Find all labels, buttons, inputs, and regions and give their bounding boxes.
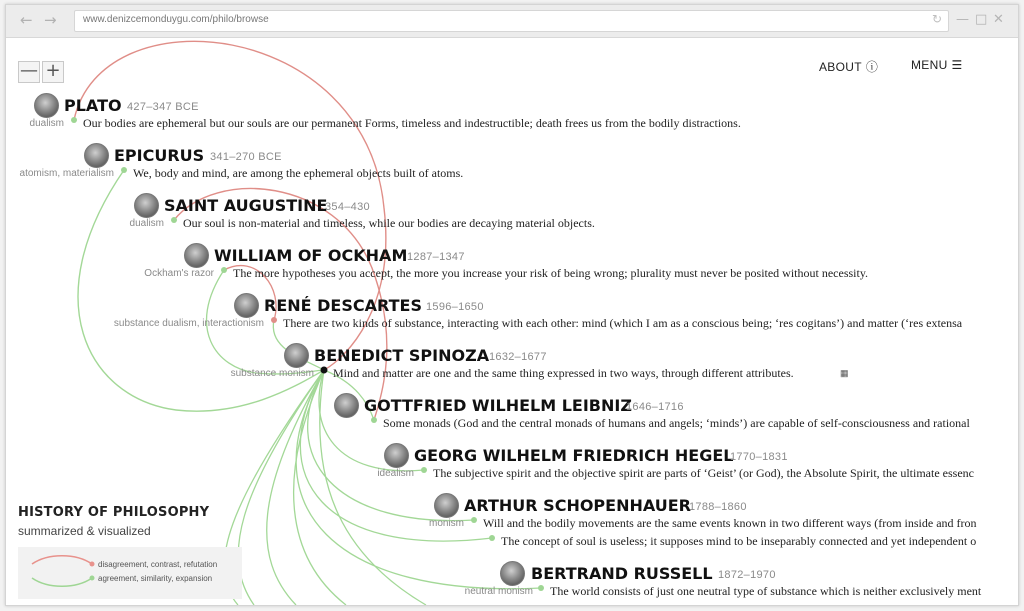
philosopher-name[interactable]: BERTRAND RUSSELL — [531, 564, 713, 583]
philosopher-name[interactable]: SAINT AUGUSTINE — [164, 196, 328, 215]
node-dot[interactable] — [538, 585, 544, 591]
portrait-avatar — [184, 243, 209, 268]
idea-quote[interactable]: Will and the bodily movements are the same events known in two different ways (from inside and fron — [483, 516, 977, 530]
zoom-in-button[interactable]: + — [42, 61, 64, 83]
menu-button[interactable] — [911, 58, 963, 72]
philosopher-dates: 1596–1650 — [426, 301, 484, 313]
portrait-avatar — [34, 93, 59, 118]
legend-arc-disagree — [32, 556, 92, 564]
philosopher-dates: 1646–1716 — [626, 401, 684, 413]
idea-label: dualism — [29, 118, 64, 129]
idea-label: substance dualism, interactionism — [113, 318, 264, 329]
portrait-avatar — [434, 493, 459, 518]
browser-window — [5, 4, 1019, 606]
idea-label: dualism — [129, 218, 164, 229]
node-dot[interactable] — [471, 517, 477, 523]
portrait-avatar — [134, 193, 159, 218]
menu-label: MENU — [911, 58, 948, 72]
url-text[interactable]: www.denizcemonduygu.com/philo/browse — [83, 14, 269, 25]
philosopher-name[interactable]: EPICURUS — [114, 146, 205, 165]
legend-label-agree: agreement, similarity, expansion — [98, 574, 213, 583]
minimize-icon[interactable]: — — [956, 12, 969, 27]
philosopher-dates: 1632–1677 — [489, 351, 547, 363]
legend-dot-agree — [90, 576, 95, 581]
idea-quote[interactable]: The world consists of just one neutral type of substance which is neither exclusively ment — [550, 584, 982, 598]
zoom-out-button[interactable]: — — [20, 60, 38, 81]
arc-agree-spinoza-below-2 — [267, 370, 324, 605]
page-content — [6, 38, 1018, 605]
legend-swatches — [18, 547, 242, 599]
close-icon[interactable]: ✕ — [993, 12, 1004, 27]
node-dot[interactable] — [171, 217, 177, 223]
node-dot[interactable] — [421, 467, 427, 473]
portrait-avatar — [234, 293, 259, 318]
legend-subtitle: summarized & visualized — [18, 524, 151, 538]
node-dot[interactable] — [221, 267, 227, 273]
philosopher-name[interactable]: PLATO — [64, 96, 122, 115]
legend-box — [18, 547, 242, 599]
portrait-avatar — [384, 443, 409, 468]
idea-quote[interactable]: Mind and matter are one and the same thing expressed in two ways, through different attributes. — [333, 366, 794, 380]
philosopher-name[interactable]: BENEDICT SPINOZA — [314, 346, 490, 365]
book-icon[interactable]: ▦ — [840, 368, 849, 378]
philosopher-dates: 1872–1970 — [718, 569, 776, 581]
idea-quote[interactable]: There are two kinds of substance, interacting with each other: mind (which I am as a conscious being; ‘res cogitans’) and matter (‘res extensa — [283, 316, 963, 330]
maximize-icon[interactable]: □ — [975, 12, 988, 27]
idea-quote[interactable]: We, body and mind, are among the ephemeral objects built of atoms. — [133, 166, 464, 180]
address-bar[interactable] — [74, 10, 949, 32]
legend-arc-agree — [32, 578, 92, 586]
node-dot[interactable] — [371, 417, 377, 423]
arrow-left-icon[interactable]: ← — [20, 11, 33, 29]
arrow-right-icon[interactable]: → — [44, 11, 57, 29]
idea-quote[interactable]: Some monads (God and the central monads of humans and angels; ‘minds’) are capable of self-consciousness and rational — [383, 416, 970, 430]
portrait-avatar — [84, 143, 109, 168]
legend-label-disagree: disagreement, contrast, refutation — [98, 560, 218, 569]
philosopher-dates: 1770–1831 — [730, 451, 788, 463]
idea-quote[interactable]: The subjective spirit and the objective spirit are parts of ‘Geist’ (or God), the Absolute Spirit, the ultimate essenc — [433, 466, 974, 480]
philosopher-dates: 354–430 — [325, 201, 370, 213]
node-dot[interactable] — [121, 167, 127, 173]
about-button[interactable] — [819, 58, 878, 75]
idea-quote[interactable]: The concept of soul is useless; it supposes mind to be inseparably connected and yet independent o — [501, 534, 977, 548]
philosopher-name[interactable]: GEORG WILHELM FRIEDRICH HEGEL — [414, 446, 734, 465]
idea-label: atomism, materialism — [19, 168, 114, 179]
philosopher-name[interactable]: WILLIAM OF OCKHAM — [214, 246, 408, 265]
legend-dot-disagree — [90, 562, 95, 567]
philosopher-dates: 427–347 BCE — [127, 101, 199, 113]
philosopher-dates: 1287–1347 — [407, 251, 465, 263]
philosopher-name[interactable]: ARTHUR SCHOPENHAUER — [464, 496, 691, 515]
node-dot[interactable] — [71, 117, 77, 123]
node-dot-selected[interactable] — [321, 367, 328, 374]
info-circle-icon: ⓘ — [865, 60, 879, 74]
node-dot[interactable] — [489, 535, 495, 541]
idea-label: monism — [428, 518, 464, 529]
node-dot[interactable] — [271, 317, 277, 323]
idea-quote[interactable]: Our bodies are ephemeral but our souls are our permanent Forms, timeless and indestructible; death frees us from the bodily distractions. — [83, 116, 741, 130]
reload-icon[interactable]: ↻ — [931, 12, 942, 26]
idea-label: idealism — [377, 468, 414, 479]
legend-title: HISTORY OF PHILOSOPHY — [18, 505, 210, 520]
philosopher-name[interactable]: GOTTFRIED WILHELM LEIBNIZ — [364, 396, 632, 415]
hamburger-icon: ☰ — [951, 58, 963, 72]
idea-label: Ockham's razor — [144, 268, 214, 279]
philosopher-name[interactable]: RENÉ DESCARTES — [264, 296, 422, 315]
about-label: ABOUT — [819, 60, 862, 74]
portrait-avatar — [334, 393, 359, 418]
browser-toolbar — [6, 5, 1018, 38]
philosopher-dates: 1788–1860 — [689, 501, 747, 513]
portrait-avatar — [284, 343, 309, 368]
idea-label: neutral monism — [464, 586, 533, 597]
idea-quote[interactable]: Our soul is non-material and timeless, while our bodies are decaying material objects. — [183, 216, 595, 230]
philosopher-dates: 341–270 BCE — [210, 151, 282, 163]
portrait-avatar — [500, 561, 525, 586]
idea-label: substance monism — [230, 368, 314, 379]
idea-quote[interactable]: The more hypotheses you accept, the more you increase your risk of being wrong; plurality must never be posited without necessity. — [233, 266, 869, 280]
